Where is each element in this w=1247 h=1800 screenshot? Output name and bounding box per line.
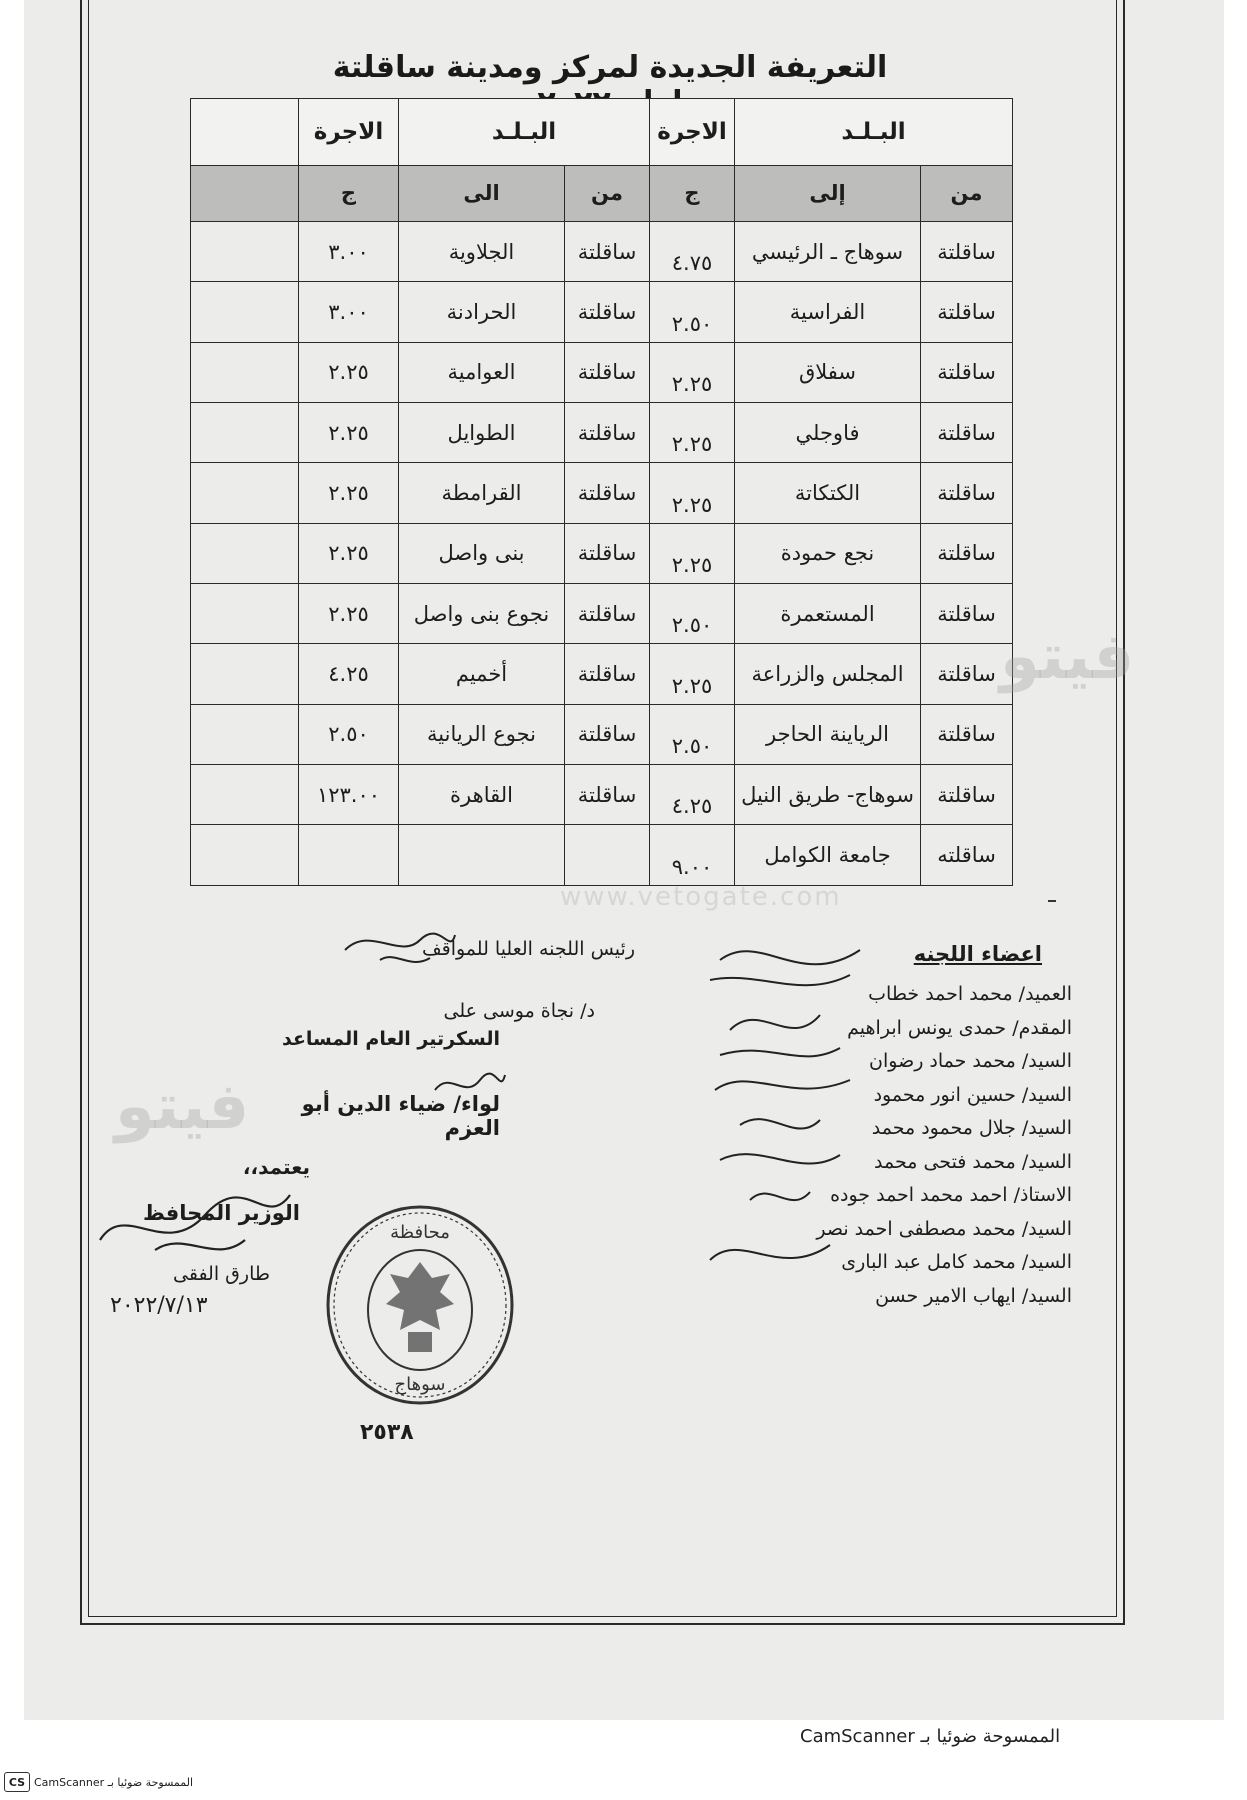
official-seal-icon xyxy=(320,1200,520,1410)
table-row xyxy=(191,342,1013,402)
cell-fare-right: ٤.٧٥ xyxy=(650,221,735,281)
cell-fare-right: ٢.٢٥ xyxy=(650,402,735,462)
cell-fare-left: ٣.٠٠ xyxy=(299,282,399,342)
members-title: اعضاء اللجنه xyxy=(913,942,1042,966)
cell-fare-right: ٢.٢٥ xyxy=(650,463,735,523)
table-row xyxy=(191,282,1013,342)
table-row xyxy=(191,644,1013,704)
cell-from-left: ساقلتة xyxy=(565,704,650,764)
subheader-from-right: من xyxy=(921,165,1013,221)
cell-spacer xyxy=(191,402,299,462)
table-subheader-row xyxy=(191,165,1013,221)
cell-spacer xyxy=(191,463,299,523)
governor-title: الوزير المحافظ xyxy=(142,1201,300,1225)
cell-from-right: ساقلتة xyxy=(921,221,1013,281)
table-row xyxy=(191,402,1013,462)
cell-to-left xyxy=(399,825,565,886)
watermark-logo-left: فيتو xyxy=(115,1070,250,1144)
subheader-from-left: من xyxy=(565,165,650,221)
member-item: السيد/ محمد فتحى محمد xyxy=(874,1150,1072,1173)
watermark-url: www.vetogate.com xyxy=(560,882,842,912)
cell-fare-left: ٢.٢٥ xyxy=(299,584,399,644)
table-row xyxy=(191,523,1013,583)
chair-title: رئيس اللجنه العليا للمواقف xyxy=(421,938,635,960)
chair-block xyxy=(305,938,635,1022)
cell-from-right: ساقلته xyxy=(921,825,1013,886)
header-spacer xyxy=(191,99,299,166)
cell-fare-left: ١٢٣.٠٠ xyxy=(299,765,399,825)
cell-from-right: ساقلتة xyxy=(921,282,1013,342)
camscanner-footer-text: الممسوحة ضوئيا بـ CamScanner xyxy=(34,1775,194,1789)
table-row xyxy=(191,221,1013,281)
chair-name: د/ نجاة موسى على xyxy=(443,1000,595,1022)
cell-spacer xyxy=(191,523,299,583)
cell-to-left: أخميم xyxy=(399,644,565,704)
cell-to-right: جامعة الكوامل xyxy=(735,825,921,886)
cell-fare-left xyxy=(299,825,399,886)
table-header-row xyxy=(191,99,1013,166)
cell-from-left: ساقلتة xyxy=(565,644,650,704)
cell-from-right: ساقلتة xyxy=(921,704,1013,764)
header-fare-left: الاجرة xyxy=(299,99,399,166)
cell-to-left: القاهرة xyxy=(399,765,565,825)
cell-from-left: ساقلتة xyxy=(565,523,650,583)
cell-fare-left: ٣.٠٠ xyxy=(299,221,399,281)
cell-from-right: ساقلتة xyxy=(921,402,1013,462)
document-title: التعريفة الجديدة لمركز ومدينة ساقلتة xyxy=(332,50,888,85)
cell-spacer xyxy=(191,584,299,644)
cell-from-right: ساقلتة xyxy=(921,765,1013,825)
cell-spacer xyxy=(191,704,299,764)
seal-bottom-text: سوهاج xyxy=(394,1374,446,1395)
table-row xyxy=(191,765,1013,825)
subheader-to-left: الى xyxy=(399,165,565,221)
cell-to-right: نجع حمودة xyxy=(735,523,921,583)
governor-name: طارق الفقى xyxy=(173,1263,270,1285)
cell-from-left: ساقلتة xyxy=(565,342,650,402)
cell-fare-left: ٢.٢٥ xyxy=(299,342,399,402)
secretary-title: السكرتير العام المساعد xyxy=(281,1028,500,1050)
cell-fare-right: ٢.٢٥ xyxy=(650,644,735,704)
camscanner-badge-icon: CS xyxy=(4,1772,30,1792)
seal-number: ٢٥٣٨ xyxy=(360,1420,414,1445)
secretary-block xyxy=(240,1028,500,1140)
cell-to-left: القرامطة xyxy=(399,463,565,523)
member-item: السيد/ محمد مصطفى احمد نصر xyxy=(816,1217,1072,1240)
member-item: السيد/ ايهاب الامير حسن xyxy=(875,1284,1072,1307)
cell-to-left: بنى واصل xyxy=(399,523,565,583)
cell-to-right: الرياينة الحاجر xyxy=(735,704,921,764)
cell-spacer xyxy=(191,342,299,402)
cell-to-right: الكتكاتة xyxy=(735,463,921,523)
members-list xyxy=(652,978,1072,1313)
tariff-table xyxy=(190,98,1013,886)
subheader-unit-left: ج xyxy=(299,165,399,221)
subheader-to-right: إلى xyxy=(735,165,921,221)
camscanner-footer xyxy=(4,1770,193,1794)
cell-from-right: ساقلتة xyxy=(921,644,1013,704)
member-item: السيد/ جلال محمود محمد xyxy=(871,1117,1072,1139)
table-row xyxy=(191,704,1013,764)
cell-to-left: الطوايل xyxy=(399,402,565,462)
cell-to-left: الحرادنة xyxy=(399,282,565,342)
cell-to-left: نجوع الريانية xyxy=(399,704,565,764)
cell-fare-right: ٤.٢٥ xyxy=(650,765,735,825)
member-item: المقدم/ حمدى يونس ابراهيم xyxy=(847,1016,1072,1039)
governor-approve: يعتمد،، xyxy=(242,1155,310,1179)
cell-fare-left: ٢.٢٥ xyxy=(299,463,399,523)
cell-spacer xyxy=(191,221,299,281)
cell-fare-right: ٩.٠٠ xyxy=(650,825,735,886)
cell-fare-right: ٢.٥٠ xyxy=(650,584,735,644)
cell-to-left: الجلاوية xyxy=(399,221,565,281)
cell-from-left: ساقلتة xyxy=(565,765,650,825)
table-row xyxy=(191,825,1013,886)
cell-fare-right: ٢.٢٥ xyxy=(650,342,735,402)
margin-mark xyxy=(1048,900,1056,902)
cell-to-right: سفلاق xyxy=(735,342,921,402)
subheader-unit-right: ج xyxy=(650,165,735,221)
cell-to-right: الفراسية xyxy=(735,282,921,342)
cell-from-right: ساقلتة xyxy=(921,523,1013,583)
governor-block xyxy=(100,1155,310,1318)
member-item: السيد/ محمد كامل عبد البارى xyxy=(841,1251,1072,1273)
cell-from-left xyxy=(565,825,650,886)
cell-from-right: ساقلتة xyxy=(921,584,1013,644)
cell-from-left: ساقلتة xyxy=(565,282,650,342)
watermark-logo-right: فيتو xyxy=(1000,620,1135,694)
subheader-spacer xyxy=(191,165,299,221)
cell-fare-left: ٢.٢٥ xyxy=(299,402,399,462)
cell-from-right: ساقلتة xyxy=(921,463,1013,523)
cell-to-left: نجوع بنى واصل xyxy=(399,584,565,644)
header-place-left: البـلـد xyxy=(399,99,650,166)
member-item: السيد/ حسين انور محمود xyxy=(873,1083,1072,1106)
governor-date: ٢٠٢٢/٧/١٣ xyxy=(110,1293,208,1318)
secretary-name: لواء/ ضياء الدين أبو العزم xyxy=(301,1092,500,1140)
cell-to-right: المجلس والزراعة xyxy=(735,644,921,704)
header-fare-right: الاجرة xyxy=(650,99,735,166)
scanner-caption: الممسوحة ضوئيا بـ CamScanner xyxy=(800,1726,1061,1747)
cell-to-right: سوهاج- طريق النيل xyxy=(735,765,921,825)
member-item: الاستاذ/ احمد محمد احمد جوده xyxy=(830,1184,1072,1206)
cell-from-left: ساقلتة xyxy=(565,402,650,462)
cell-from-left: ساقلتة xyxy=(565,221,650,281)
table-row xyxy=(191,463,1013,523)
table-row xyxy=(191,584,1013,644)
header-place-right: البـلـد xyxy=(735,99,1013,166)
seal-top-text: محافظة xyxy=(390,1222,450,1243)
cell-to-right: سوهاج ـ الرئيسي xyxy=(735,221,921,281)
cell-fare-right: ٢.٥٠ xyxy=(650,282,735,342)
cell-spacer xyxy=(191,644,299,704)
cell-spacer xyxy=(191,282,299,342)
cell-to-right: المستعمرة xyxy=(735,584,921,644)
cell-fare-right: ٢.٢٥ xyxy=(650,523,735,583)
cell-fare-left: ٢.٢٥ xyxy=(299,523,399,583)
member-item: العميد/ محمد احمد خطاب xyxy=(868,983,1072,1005)
cell-fare-right: ٢.٥٠ xyxy=(650,704,735,764)
cell-fare-left: ٤.٢٥ xyxy=(299,644,399,704)
tariff-body xyxy=(191,221,1013,885)
cell-fare-left: ٢.٥٠ xyxy=(299,704,399,764)
cell-spacer xyxy=(191,825,299,886)
cell-from-left: ساقلتة xyxy=(565,584,650,644)
cell-from-left: ساقلتة xyxy=(565,463,650,523)
cell-to-left: العوامية xyxy=(399,342,565,402)
member-item: السيد/ محمد حماد رضوان xyxy=(869,1050,1072,1072)
cell-to-right: فاوجلي xyxy=(735,402,921,462)
cell-spacer xyxy=(191,765,299,825)
cell-from-right: ساقلتة xyxy=(921,342,1013,402)
